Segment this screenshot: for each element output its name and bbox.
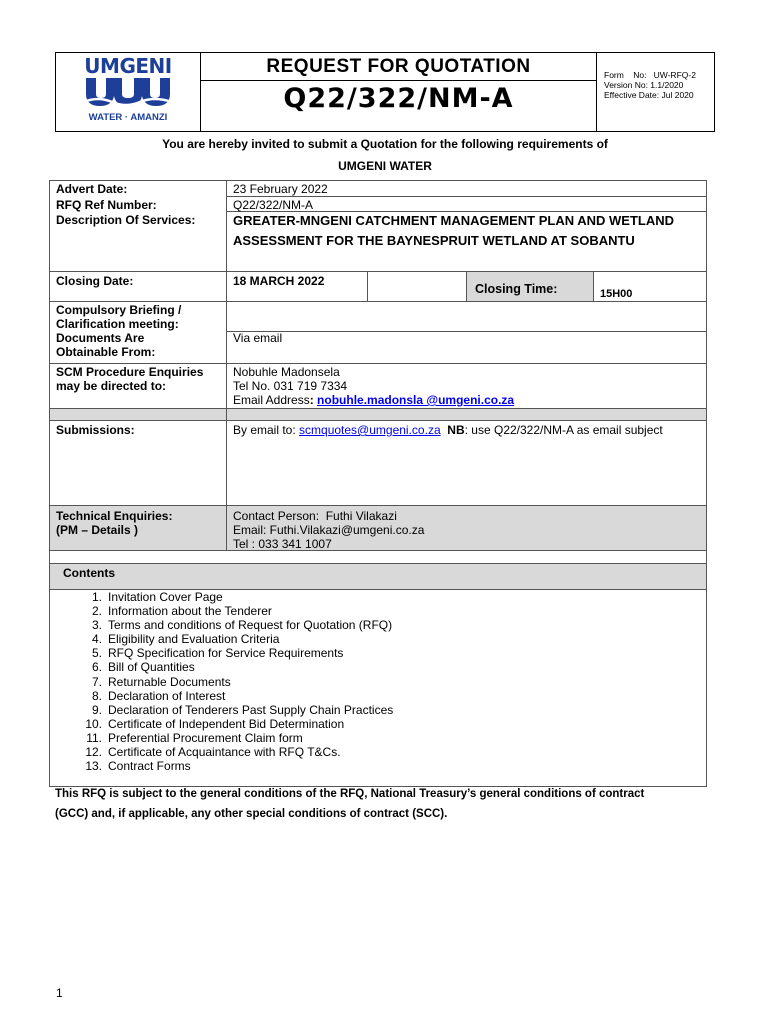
header-title-divider (200, 80, 597, 81)
submissions-prefix: By email to: (233, 423, 300, 437)
scm-email-link[interactable]: nobuhle.madonsla @umgeni.co.za (317, 393, 515, 407)
technical-email: Email: Futhi.Vilakazi@umgeni.co.za (233, 523, 425, 537)
logo-tagline: WATER · AMANZI (88, 112, 168, 123)
technical-tel: Tel : 033 341 1007 (233, 537, 332, 551)
scm-name: Nobuhle Madonsela (233, 365, 340, 379)
scm-email-line (233, 393, 514, 407)
contents-item-number: 13. (85, 759, 102, 774)
contents-item-label: Returnable Documents (108, 674, 231, 689)
advert-date-label: Advert Date: (56, 182, 128, 196)
closing-date-value: 18 MARCH 2022 (233, 274, 325, 288)
closing-time-value: 15H00 (600, 288, 633, 300)
contents-item-label: Certificate of Acquaintance with RFQ T&Cs. (108, 745, 341, 760)
description-value: GREATER-MNGENI CATCHMENT MANAGEMENT PLAN AND WETLAND ASSESSMENT FOR THE BAYNESPRUIT WETLAND AT SOBANTU (233, 213, 675, 248)
intro-line: You are hereby invited to submit a Quotation for the following requirements of (162, 137, 608, 151)
footer-note-line1: This RFQ is subject to the general conditions of the RFQ, National Treasury’s general conditions of contract (55, 788, 645, 800)
closing-date-label: Closing Date: (56, 274, 134, 288)
scm-email-label: Email Address (233, 393, 310, 407)
advert-date-value: 23 February 2022 (233, 182, 328, 196)
scm-tel: Tel No. 031 719 7334 (233, 379, 348, 393)
contents-item-number: 7. (91, 674, 102, 689)
contents-item (66, 745, 393, 759)
contents-item (66, 731, 393, 745)
intro-org: UMGENI WATER (338, 159, 432, 173)
contents-item-number: 3. (91, 618, 102, 633)
contents-item (66, 646, 393, 660)
cell-docs-value (226, 331, 707, 364)
contents-item (66, 660, 393, 674)
contents-list (66, 590, 393, 773)
submissions-value (233, 423, 663, 437)
contents-heading: Contents (63, 566, 115, 580)
submissions-email-link[interactable]: scmquotes@umgeni.co.za (299, 423, 441, 437)
form-info (604, 70, 696, 100)
umgeni-logo (78, 55, 178, 127)
contents-item-label: Terms and conditions of Request for Quotation (RFQ) (108, 618, 393, 633)
scm-email-colon: : (309, 393, 314, 407)
technical-contact: Contact Person: Futhi Vilakazi (233, 509, 397, 523)
page-number: 1 (56, 986, 63, 1000)
closing-time-label: Closing Time: (475, 282, 558, 296)
contents-heading-row (49, 563, 707, 590)
contents-item (66, 590, 393, 604)
logo-water-waves-icon (78, 76, 178, 110)
submissions-nb: NB (447, 423, 465, 437)
blank-row (49, 550, 707, 564)
contents-item-number: 2. (91, 604, 102, 619)
submissions-suffix: : use Q22/322/NM-A as email subject (464, 423, 663, 437)
form-number: Form No: UW-RFQ-2 (604, 70, 696, 80)
documents-value: Via email (233, 331, 283, 345)
contents-item (66, 759, 393, 773)
description-label: Description Of Services: (56, 213, 196, 227)
cell-briefing-value (226, 301, 707, 332)
logo-wordmark: UMGENI (84, 54, 172, 78)
contents-item-number: 12. (85, 745, 102, 760)
contents-item-number: 6. (91, 660, 102, 675)
contents-item-label: Eligibility and Evaluation Criteria (108, 632, 280, 647)
contents-item (66, 703, 393, 717)
row-divider (226, 196, 707, 197)
contents-item-number: 5. (91, 646, 102, 661)
effective-date: Effective Date: Jul 2020 (604, 90, 694, 100)
technical-label: Technical Enquiries: (56, 509, 173, 523)
contents-item-number: 11. (86, 730, 102, 745)
contents-item-label: Declaration of Interest (108, 688, 226, 703)
contents-item (66, 632, 393, 646)
contents-item (66, 717, 393, 731)
documents-label: Documents Are Obtainable From: (56, 331, 156, 359)
contents-item-label: Contract Forms (108, 759, 191, 774)
document-title: REQUEST FOR QUOTATION (266, 56, 531, 77)
scm-label: SCM Procedure Enquiries may be directed to: (56, 365, 204, 393)
contents-item (66, 675, 393, 689)
contents-item-label: Preferential Procurement Claim form (108, 730, 303, 745)
contents-item-number: 9. (91, 702, 102, 717)
footer-note-line2: (GCC) and, if applicable, any other special conditions of contract (SCC). (55, 808, 448, 820)
version-number: Version No: 1.1/2020 (604, 80, 684, 90)
contents-item-number: 4. (91, 632, 102, 647)
rfq-code: Q22/322/NM-A (283, 83, 514, 114)
contents-item-label: Invitation Cover Page (108, 590, 223, 604)
rfq-ref-value: Q22/322/NM-A (233, 198, 314, 212)
submissions-label: Submissions: (56, 423, 135, 437)
briefing-label: Compulsory Briefing / Clarification meeting: (56, 303, 182, 331)
contents-item-label: Certificate of Independent Bid Determination (108, 716, 345, 731)
technical-label-details: (PM – Details ) (56, 523, 139, 537)
contents-item-number: 10. (85, 716, 102, 731)
contents-item-label: Declaration of Tenderers Past Supply Chain Practices (108, 702, 394, 717)
contents-item (66, 689, 393, 703)
contents-item-number: 8. (91, 688, 102, 703)
rfq-ref-label: RFQ Ref Number: (56, 198, 157, 212)
contents-item-label: Information about the Tenderer (108, 604, 272, 619)
contents-item (66, 604, 393, 618)
contents-item (66, 618, 393, 632)
cell-closing-time-label (367, 271, 467, 302)
contents-item-number: 1. (91, 590, 102, 604)
contents-item-label: Bill of Quantities (108, 660, 195, 675)
contents-item-label: RFQ Specification for Service Requirements (108, 646, 344, 661)
